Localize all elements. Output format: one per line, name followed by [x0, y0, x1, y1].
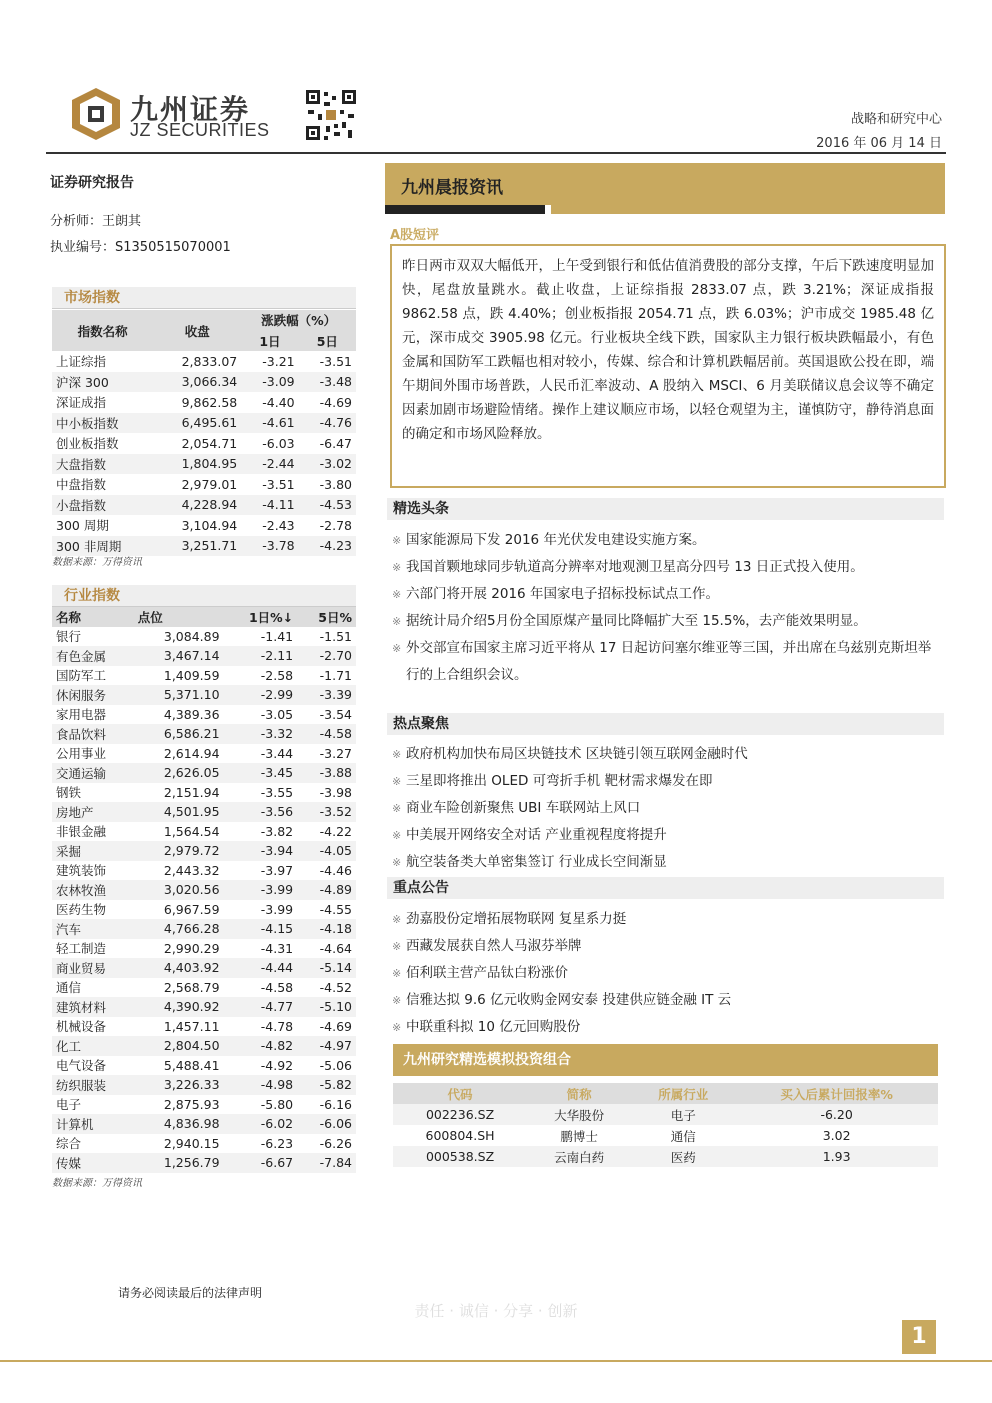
market-row-cell: -3.80 [319, 476, 352, 492]
industry-row-cell: 2,443.32 [163, 862, 220, 878]
industry-row-cell: 2,151.94 [163, 784, 220, 800]
portfolio-row-cell: 大华股份 [554, 1107, 605, 1123]
industry-row-cell: -3.05 [260, 706, 294, 722]
banner-title: 九州晨报资讯 [401, 178, 503, 198]
industry-row-cell: 2,568.79 [163, 979, 220, 995]
market-row-cell: 上证综指 [56, 354, 107, 370]
header-divider [46, 152, 946, 154]
industry-row-cell: -5.82 [319, 1077, 352, 1093]
portfolio-row-cell: 002236.SZ [425, 1107, 495, 1122]
market-row-cell: 中小板指数 [56, 415, 119, 431]
portfolio-row-cell: 电子 [670, 1107, 696, 1123]
industry-row-cell: 5,371.10 [163, 687, 220, 703]
market-row-cell: 2,979.01 [181, 476, 238, 492]
industry-row-cell: -6.67 [260, 1155, 294, 1171]
market-row-cell: -6.47 [319, 435, 352, 451]
industry-row-cell: -5.80 [260, 1096, 294, 1112]
market-row-cell: 1,804.95 [181, 456, 238, 472]
market-header-close: 收盘 [153, 310, 241, 351]
portfolio-row-cell: 云南白药 [554, 1149, 605, 1165]
industry-row [52, 1095, 356, 1115]
industry-row-cell: 2,940.15 [163, 1135, 220, 1151]
industry-row-cell: -1.71 [319, 667, 352, 683]
market-row [52, 474, 356, 495]
industry-row-cell: 化工 [56, 1038, 82, 1054]
bullet-icon: ※ [392, 856, 402, 869]
portfolio-row-cell: 医药 [670, 1149, 696, 1165]
industry-header-name: 名称 [52, 607, 134, 627]
portfolio-row-cell: 3.02 [822, 1128, 851, 1143]
industry-row-cell: -3.54 [319, 706, 352, 722]
industry-row-cell: -3.97 [260, 862, 294, 878]
market-row-cell: 大盘指数 [56, 456, 107, 472]
industry-header-5d: 5日% [297, 607, 356, 627]
page-number: 1 [902, 1320, 936, 1354]
list-item [392, 608, 944, 635]
department: 战略和研究中心 [850, 112, 942, 127]
industry-row-cell: -2.11 [260, 648, 294, 664]
bullet-icon: ※ [392, 775, 402, 788]
portfolio-header-name: 简称 [527, 1083, 631, 1104]
portfolio-header-code: 代码 [393, 1083, 527, 1104]
industry-row-cell: 食品饮料 [56, 726, 107, 742]
industry-row-cell: 通信 [56, 980, 82, 996]
portfolio-header-return: 买入后累计回报率% [735, 1083, 938, 1104]
industry-row-cell: -3.88 [319, 765, 352, 781]
industry-row-cell: 休闲服务 [56, 687, 107, 703]
industry-row-cell: 2,979.72 [163, 843, 220, 859]
bullet-icon: ※ [392, 561, 402, 574]
hot-topics-list [392, 741, 944, 876]
industry-row-cell: -3.99 [260, 901, 294, 917]
industry-row-cell: -3.98 [319, 784, 352, 800]
market-row-cell: -3.21 [262, 353, 295, 369]
market-row-cell: -4.76 [319, 415, 352, 431]
list-item [392, 554, 944, 581]
headlines-title: 精选头条 [387, 498, 944, 520]
list-item-text: 中美展开网络安全对话 产业重视程度将提升 [406, 827, 667, 843]
market-row-cell: -4.53 [319, 497, 352, 513]
industry-row-cell: 计算机 [56, 1116, 94, 1132]
market-row-cell: -4.61 [262, 415, 295, 431]
market-row-cell: -3.51 [262, 476, 295, 492]
market-row-cell: -6.03 [262, 435, 295, 451]
market-header-change: 涨跌幅（%） [241, 310, 356, 331]
industry-row-cell: 采掘 [56, 843, 82, 859]
bullet-icon: ※ [392, 534, 402, 547]
market-row-cell: -3.09 [262, 374, 295, 390]
industry-row-cell: -3.32 [260, 726, 294, 742]
industry-row-cell: 1,409.59 [163, 667, 220, 683]
market-row-cell: -2.78 [319, 517, 352, 533]
portfolio-row-cell: 000538.SZ [425, 1149, 495, 1164]
market-index-title: 市场指数 [52, 287, 356, 309]
industry-row [52, 841, 356, 861]
industry-row-cell: -7.84 [319, 1155, 352, 1171]
list-item-text: 国家能源局下发 2016 年光伏发电建设实施方案。 [406, 532, 706, 548]
portfolio-title: 九州研究精选模拟投资组合 [393, 1044, 938, 1076]
market-row-cell: 3,251.71 [181, 538, 238, 554]
list-item-text: 商业车险创新聚焦 UBI 车联网站上风口 [406, 800, 641, 816]
license-number: 执业编号：S1350515070001 [50, 240, 231, 255]
portfolio-row [393, 1125, 938, 1146]
industry-row [52, 1036, 356, 1056]
industry-row-cell: 纺织服装 [56, 1077, 107, 1093]
bullet-icon: ※ [392, 615, 402, 628]
market-row-cell: -4.23 [319, 538, 352, 554]
market-row-cell: 沪深 300 [56, 374, 109, 390]
industry-row-cell: -3.52 [319, 804, 352, 820]
industry-row [52, 939, 356, 959]
portfolio-row-cell: 1.93 [822, 1149, 851, 1164]
market-row-cell: 创业板指数 [56, 436, 119, 452]
industry-row-cell: -4.82 [260, 1038, 294, 1054]
market-row [52, 515, 356, 536]
notices-list [392, 906, 944, 1041]
company-logo [70, 86, 270, 142]
industry-row-cell: 非银金融 [56, 824, 107, 840]
industry-row-cell: -3.94 [260, 843, 294, 859]
industry-row-cell: 5,488.41 [163, 1057, 220, 1073]
industry-row-cell: 农林牧渔 [56, 882, 107, 898]
list-item [392, 933, 944, 960]
industry-row [52, 1017, 356, 1037]
market-row-cell: -3.51 [319, 353, 352, 369]
industry-row [52, 978, 356, 998]
industry-row-cell: 有色金属 [56, 648, 107, 664]
industry-row-cell: 1,457.11 [163, 1018, 220, 1034]
industry-row-cell: -4.44 [260, 960, 294, 976]
list-item-text: 三星即将推出 OLED 可弯折手机 靶材需求爆发在即 [406, 773, 713, 789]
industry-row-cell: -3.99 [260, 882, 294, 898]
industry-row-cell: 4,836.98 [163, 1116, 220, 1132]
list-item [392, 768, 944, 795]
list-item [392, 795, 944, 822]
market-header-1d: 1日 [241, 331, 298, 352]
industry-row [52, 1075, 356, 1095]
portfolio-row-cell: 鹏博士 [560, 1128, 598, 1144]
list-item [392, 906, 944, 933]
list-item [392, 960, 944, 987]
portfolio-row-cell: -6.20 [820, 1107, 853, 1122]
industry-row [52, 861, 356, 881]
bullet-icon: ※ [392, 1021, 402, 1034]
market-row-cell: 深证成指 [56, 395, 107, 411]
list-item-text: 政府机构加快布局区块链技术 区块链引领互联网金融时代 [406, 746, 748, 762]
industry-row-cell: 3,467.14 [163, 648, 220, 664]
list-item [392, 987, 944, 1014]
industry-row-cell: 家用电器 [56, 707, 107, 723]
industry-row-cell: 轻工制造 [56, 941, 107, 957]
industry-row-cell: 国防军工 [56, 668, 107, 684]
industry-row [52, 997, 356, 1017]
industry-row-cell: 4,766.28 [163, 921, 220, 937]
portfolio-table [393, 1083, 938, 1167]
industry-row [52, 783, 356, 803]
industry-row-cell: 3,226.33 [163, 1077, 220, 1093]
industry-row-cell: -2.70 [319, 648, 352, 664]
industry-index-table [52, 607, 356, 1173]
industry-row [52, 763, 356, 783]
industry-row-cell: 3,020.56 [163, 882, 220, 898]
footer-divider [0, 1360, 992, 1362]
market-row-cell: 9,862.58 [181, 394, 238, 410]
industry-row-cell: -4.31 [260, 940, 294, 956]
list-item-text: 西藏发展获自然人马淑芬举牌 [406, 938, 582, 954]
industry-row-cell: 建筑装饰 [56, 863, 107, 879]
industry-row-cell: -4.77 [260, 999, 294, 1015]
market-header-5d: 5日 [299, 331, 356, 352]
market-row-cell: -4.11 [262, 497, 295, 513]
list-item-text: 信雅达拟 9.6 亿元收购金网安泰 投建供应链金融 IT 云 [406, 992, 732, 1008]
list-item [392, 527, 944, 554]
industry-row-cell: 交通运输 [56, 765, 107, 781]
industry-row-cell: -3.27 [319, 745, 352, 761]
industry-row-cell: 2,614.94 [163, 745, 220, 761]
industry-row [52, 919, 356, 939]
industry-row-cell: -5.10 [319, 999, 352, 1015]
market-row-cell: -4.40 [262, 394, 295, 410]
industry-row-cell: 钢铁 [56, 785, 82, 801]
market-row [52, 454, 356, 475]
company-name-en: JZ SECURITIES [130, 120, 270, 140]
industry-row-cell: -4.46 [319, 862, 352, 878]
industry-row-cell: -4.98 [260, 1077, 294, 1093]
list-item-text: 航空装备类大单密集签订 行业成长空间渐显 [406, 854, 667, 870]
bullet-icon: ※ [392, 913, 402, 926]
industry-row-cell: -3.56 [260, 804, 294, 820]
industry-row-cell: -6.06 [319, 1116, 352, 1132]
bullet-icon: ※ [392, 588, 402, 601]
industry-row-cell: 2,804.50 [163, 1038, 220, 1054]
market-row-cell: 300 非周期 [56, 538, 122, 554]
list-item [392, 849, 944, 876]
market-row [52, 351, 356, 372]
list-item-text: 我国首颗地球同步轨道高分辨率对地观测卫星高分四号 13 日正式投入使用。 [406, 559, 864, 575]
portfolio-row [393, 1146, 938, 1167]
industry-row-cell: 6,586.21 [163, 726, 220, 742]
industry-header-1d[interactable]: 1日%↓ [224, 607, 298, 627]
market-row [52, 433, 356, 454]
industry-row-cell: -1.41 [260, 628, 294, 644]
list-item [392, 741, 944, 768]
industry-row [52, 1153, 356, 1173]
bullet-icon: ※ [392, 940, 402, 953]
industry-row-cell: -1.51 [319, 628, 352, 644]
industry-row [52, 1114, 356, 1134]
market-row-cell: 2,054.71 [181, 435, 238, 451]
industry-source: 数据来源：万得资讯 [52, 1178, 142, 1189]
market-row-cell: -2.43 [262, 517, 295, 533]
industry-row [52, 802, 356, 822]
market-header-name: 指数名称 [52, 310, 153, 351]
list-item [392, 822, 944, 849]
industry-row-cell: 1,564.54 [163, 823, 220, 839]
industry-row-cell: -6.16 [319, 1096, 352, 1112]
industry-row-cell: -6.26 [319, 1135, 352, 1151]
industry-index-title: 行业指数 [52, 585, 356, 607]
industry-row-cell: -4.55 [319, 901, 352, 917]
market-row [52, 495, 356, 516]
list-item [392, 635, 944, 688]
market-row [52, 413, 356, 434]
industry-row-cell: 公用事业 [56, 746, 107, 762]
bullet-icon: ※ [392, 748, 402, 761]
list-item [392, 581, 944, 608]
industry-row-cell: -3.45 [260, 765, 294, 781]
qr-code-icon [304, 88, 358, 142]
bullet-icon: ※ [392, 642, 402, 655]
industry-row [52, 627, 356, 647]
portfolio-row [393, 1104, 938, 1125]
industry-row [52, 744, 356, 764]
industry-row-cell: -6.02 [260, 1116, 294, 1132]
portfolio-row-cell: 600804.SH [425, 1128, 495, 1143]
industry-row-cell: -4.69 [319, 1018, 352, 1034]
industry-row-cell: 4,403.92 [163, 960, 220, 976]
headlines-list [392, 527, 944, 688]
market-row-cell: -2.44 [262, 456, 295, 472]
market-index-table [52, 310, 356, 556]
industry-row-cell: 3,084.89 [163, 628, 220, 644]
industry-row-cell: -4.92 [260, 1057, 294, 1073]
market-row-cell: -3.02 [319, 456, 352, 472]
market-row-cell: -4.69 [319, 394, 352, 410]
industry-row [52, 685, 356, 705]
industry-row-cell: 银行 [56, 629, 82, 645]
market-row-cell: 中盘指数 [56, 477, 107, 493]
industry-row-cell: 4,501.95 [163, 804, 220, 820]
industry-row [52, 666, 356, 686]
report-date: 2016 年 06 月 14 日 [816, 136, 942, 151]
list-item-text: 外交部宣布国家主席习近平将从 17 日起访问塞尔维亚等三国，并出席在乌兹别克斯坦举行的上合组织会议。 [406, 640, 932, 683]
industry-row-cell: 汽车 [56, 921, 82, 937]
industry-row-cell: -4.15 [260, 921, 294, 937]
industry-row-cell: -4.89 [319, 882, 352, 898]
industry-row-cell: -5.14 [319, 960, 352, 976]
industry-row [52, 880, 356, 900]
list-item-text: 据统计局介绍5月份全国原煤产量同比降幅扩大至 15.5%，去产能效果明显。 [406, 613, 867, 629]
industry-row-cell: -6.23 [260, 1135, 294, 1151]
industry-row-cell: 4,389.36 [163, 706, 220, 722]
industry-row-cell: -4.05 [319, 843, 352, 859]
industry-row [52, 900, 356, 920]
banner-bar-dark [385, 205, 545, 214]
industry-row-cell: -5.06 [319, 1057, 352, 1073]
report-type: 证券研究报告 [50, 175, 134, 191]
list-item-text: 劲嘉股份定增拓展物联网 复星系力挺 [406, 911, 627, 927]
market-row-cell: 3,066.34 [181, 374, 238, 390]
list-item-text: 六部门将开展 2016 年国家电子招标投标试点工作。 [406, 586, 719, 602]
industry-row-cell: 2,626.05 [163, 765, 220, 781]
industry-row-cell: -4.97 [319, 1038, 352, 1054]
industry-row-cell: -2.99 [260, 687, 294, 703]
industry-row [52, 958, 356, 978]
portfolio-header-industry: 所属行业 [631, 1083, 735, 1104]
industry-row-cell: 商业贸易 [56, 960, 107, 976]
industry-row-cell: -3.55 [260, 784, 294, 800]
industry-row-cell: 2,990.29 [163, 940, 220, 956]
industry-row-cell: 1,256.79 [163, 1155, 220, 1171]
industry-row-cell: 机械设备 [56, 1019, 107, 1035]
morning-news-banner [385, 163, 945, 205]
market-row-cell: 2,833.07 [181, 353, 238, 369]
market-row-cell: -3.78 [262, 538, 295, 554]
industry-row-cell: -3.82 [260, 823, 294, 839]
industry-row-cell: -4.78 [260, 1018, 294, 1034]
industry-row-cell: -2.58 [260, 667, 294, 683]
legal-notice: 请务必阅读最后的法律声明 [118, 1286, 263, 1300]
industry-row-cell: -4.22 [319, 823, 352, 839]
industry-row [52, 705, 356, 725]
market-row-cell: 4,228.94 [181, 497, 238, 513]
hot-topics-title: 热点聚焦 [387, 713, 944, 735]
market-row-cell: 小盘指数 [56, 497, 107, 513]
ashare-comment-title: A股短评 [390, 228, 440, 243]
market-row [52, 392, 356, 413]
bullet-icon: ※ [392, 967, 402, 980]
logo-mark-icon [70, 86, 122, 142]
portfolio-row-cell: 通信 [670, 1128, 696, 1144]
analyst: 分析师：王朗其 [50, 214, 142, 229]
industry-header-level: 点位 [134, 607, 224, 627]
notices-title: 重点公告 [387, 877, 944, 899]
market-source: 数据来源：万得资讯 [52, 557, 142, 568]
industry-row-cell: 传媒 [56, 1155, 82, 1171]
market-row-cell: 300 周期 [56, 518, 109, 534]
bullet-icon: ※ [392, 829, 402, 842]
industry-row-cell: -3.44 [260, 745, 294, 761]
slogan: 责任 · 诚信 · 分享 · 创新 [414, 1302, 578, 1320]
industry-row-cell: -4.18 [319, 921, 352, 937]
bullet-icon: ※ [392, 802, 402, 815]
industry-row [52, 822, 356, 842]
industry-row-cell: 建筑材料 [56, 999, 107, 1015]
industry-row-cell: 6,967.59 [163, 901, 220, 917]
ashare-comment-box: 昨日两市双双大幅低开，上午受到银行和低估值消费股的部分支撑，午后下跌速度明显加快，尾盘放量跳水。截止收盘，上证综指报 2833.07 点，跌 3.21%；深证成指报 9862.58 点，跌 4.40%；创业板指报 2054.71 点，跌 6.03%；沪市成交 1985.48 亿元，深市成交 3905.98 亿元。行业板块全线下跌，国家队主力银行板块跌幅最小，有色金属和国防军工跌幅也相对较小，传媒、综合和计算机跌幅居前。英国退欧公投在即，端午期间外围市场普跌，人民币汇率波动、A 股纳入 MSCI、6 月美联储议息会议等不确定因素加剧市场避险情绪。操作上建议顺应市场，以轻仓观望为主，谨慎防守，静待消息面的确定和市场风险释放。 [390, 244, 946, 488]
industry-row-cell: 综合 [56, 1136, 82, 1152]
industry-row [52, 646, 356, 666]
industry-row [52, 1134, 356, 1154]
market-row-cell: -3.48 [319, 374, 352, 390]
industry-row-cell: 电气设备 [56, 1058, 107, 1074]
list-item-text: 中联重科拟 10 亿元回购股份 [406, 1019, 581, 1035]
industry-row [52, 1056, 356, 1076]
industry-row-cell: 医药生物 [56, 902, 107, 918]
industry-row-cell: -3.39 [319, 687, 352, 703]
bullet-icon: ※ [392, 994, 402, 1007]
market-row-cell: 3,104.94 [181, 517, 238, 533]
industry-row-cell: -4.64 [319, 940, 352, 956]
list-item [392, 1014, 944, 1041]
company-name-cn: 九州证券 [130, 93, 251, 126]
banner-bar-gold [551, 205, 945, 214]
list-item-text: 佰利联主营产品钛白粉涨价 [406, 965, 568, 981]
industry-row-cell: -4.58 [319, 726, 352, 742]
industry-row-cell: 房地产 [56, 804, 94, 820]
industry-row-cell: 2,875.93 [163, 1096, 220, 1112]
industry-row [52, 724, 356, 744]
industry-row-cell: -4.58 [260, 979, 294, 995]
industry-row-cell: 电子 [56, 1097, 82, 1113]
industry-row-cell: -4.52 [319, 979, 352, 995]
industry-row-cell: 4,390.92 [163, 999, 220, 1015]
market-row [52, 372, 356, 393]
market-row-cell: 6,495.61 [181, 415, 238, 431]
